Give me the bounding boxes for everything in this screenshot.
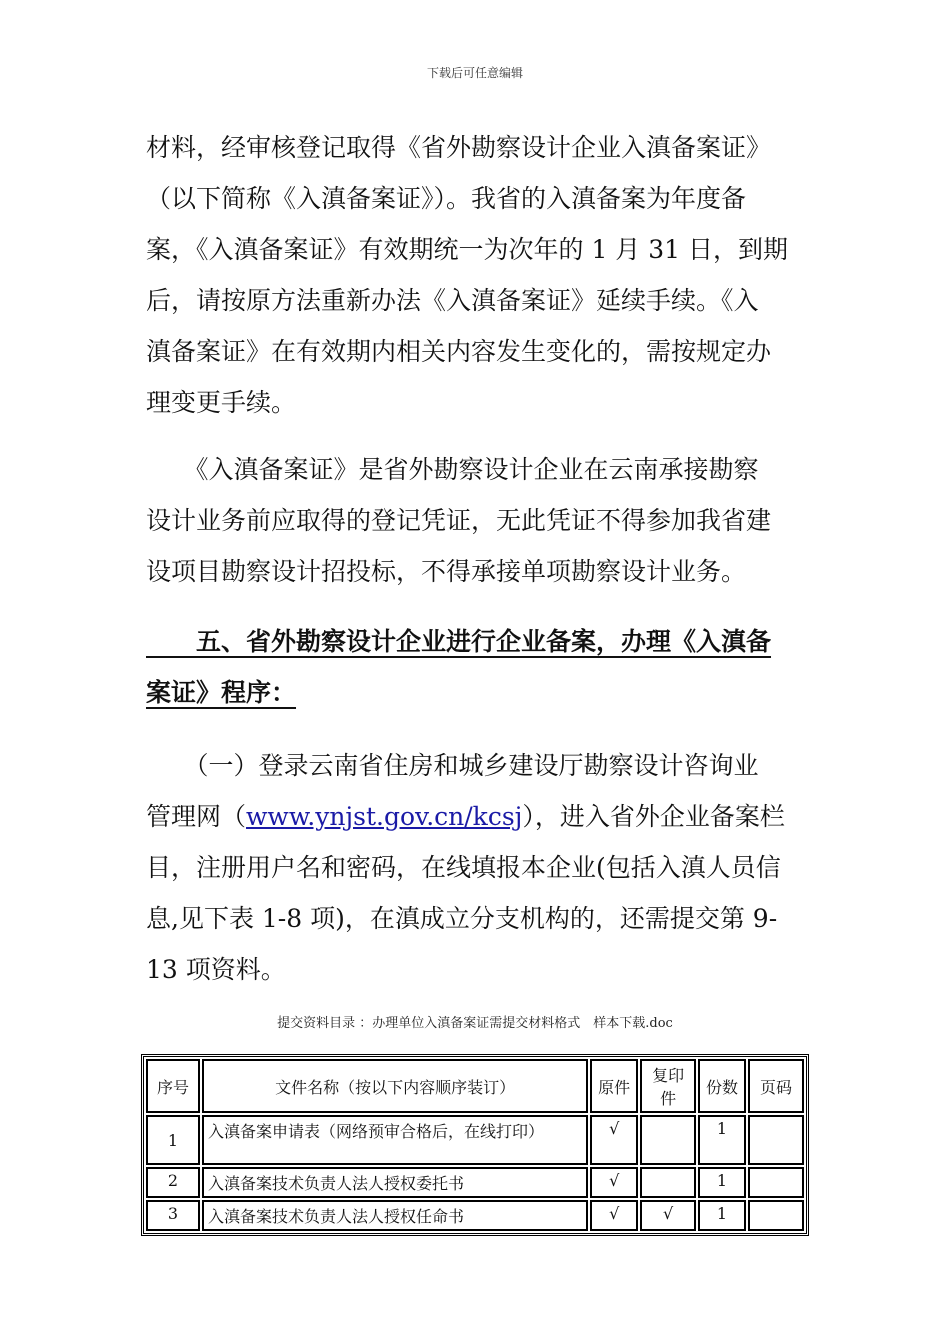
copy-count: 1 — [698, 1200, 746, 1231]
original-mark: √ — [590, 1200, 638, 1231]
paragraph-registration — [146, 122, 806, 428]
text-line: 案，《入滇备案证》有效期统一为次年的 1 月 31 日，到期 — [146, 235, 789, 264]
section-heading — [146, 616, 806, 718]
table-header-row — [146, 1059, 804, 1113]
text-line: 理变更手续。 — [146, 388, 297, 417]
website-link[interactable]: www.ynjst.gov.cn/kcsj — [246, 802, 523, 831]
table-row — [146, 1200, 804, 1231]
table-row — [146, 1115, 804, 1165]
copy-count: 1 — [698, 1167, 746, 1198]
header-cell: 份数 — [698, 1059, 746, 1113]
paragraph-certificate — [146, 444, 806, 597]
text-line — [146, 791, 806, 842]
document-name: 入滇备案技术负责人法人授权任命书 — [202, 1200, 588, 1231]
page-number — [748, 1115, 804, 1165]
text-line: （一）登录云南省住房和城乡建设厅勘察设计咨询业 — [146, 751, 759, 780]
materials-table — [141, 1054, 809, 1236]
header-cell: 原件 — [590, 1059, 638, 1113]
copy-mark — [640, 1167, 696, 1198]
header-cell: 文件名称（按以下内容顺序装订） — [202, 1059, 588, 1113]
paragraph-procedure — [146, 740, 806, 995]
text-line: 《入滇备案证》是省外勘察设计企业在云南承接勘察 — [146, 455, 759, 484]
original-mark: √ — [590, 1115, 638, 1165]
heading-line: 案证》程序： — [146, 678, 297, 707]
row-number: 2 — [146, 1167, 200, 1198]
copy-mark — [640, 1115, 696, 1165]
copy-count: 1 — [698, 1115, 746, 1165]
document-name: 入滇备案技术负责人法人授权委托书 — [202, 1167, 588, 1198]
table-caption: 提交资料目录 ：办理单位入滇备案证需提交材料格式 样本下载.doc — [277, 1016, 673, 1031]
text-line: 滇备案证》在有效期内相关内容发生变化的，需按规定办 — [146, 337, 772, 366]
original-mark: √ — [590, 1167, 638, 1198]
text-line: 后，请按原方法重新办法《入滇备案证》延续手续。《入 — [146, 286, 759, 315]
page-header: 下载后可任意编辑 — [426, 66, 523, 80]
header-cell: 复印件 — [640, 1059, 696, 1113]
text-segment: 管理网（ — [146, 802, 247, 831]
text-segment: ），进入省外企业备案栏 — [522, 802, 785, 831]
text-line: （以下简称《入滇备案证》）。我省的入滇备案为年度备 — [146, 184, 747, 213]
table-row — [146, 1167, 804, 1198]
row-number: 3 — [146, 1200, 200, 1231]
text-line: 设项目勘察设计招投标，不得承接单项勘察设计业务。 — [146, 557, 747, 586]
copy-mark: √ — [640, 1200, 696, 1231]
text-line: 目，注册用户名和密码，在线填报本企业(包括入滇人员信 — [146, 853, 781, 882]
row-number: 1 — [146, 1115, 200, 1165]
text-line: 13 项资料。 — [146, 955, 286, 984]
text-line: 设计业务前应取得的登记凭证，无此凭证不得参加我省建 — [146, 506, 772, 535]
text-line: 息,见下表 1-8 项)，在滇成立分支机构的，还需提交第 9- — [146, 904, 778, 933]
page-number — [748, 1167, 804, 1198]
document-name: 入滇备案申请表（网络预审合格后，在线打印） — [202, 1115, 588, 1165]
heading-line: 五、省外勘察设计企业进行企业备案，办理《入滇备 — [146, 627, 772, 656]
page-number — [748, 1200, 804, 1231]
text-line: 材料，经审核登记取得《省外勘察设计企业入滇备案证》 — [146, 133, 772, 162]
header-cell: 页码 — [748, 1059, 804, 1113]
header-cell: 序号 — [146, 1059, 200, 1113]
